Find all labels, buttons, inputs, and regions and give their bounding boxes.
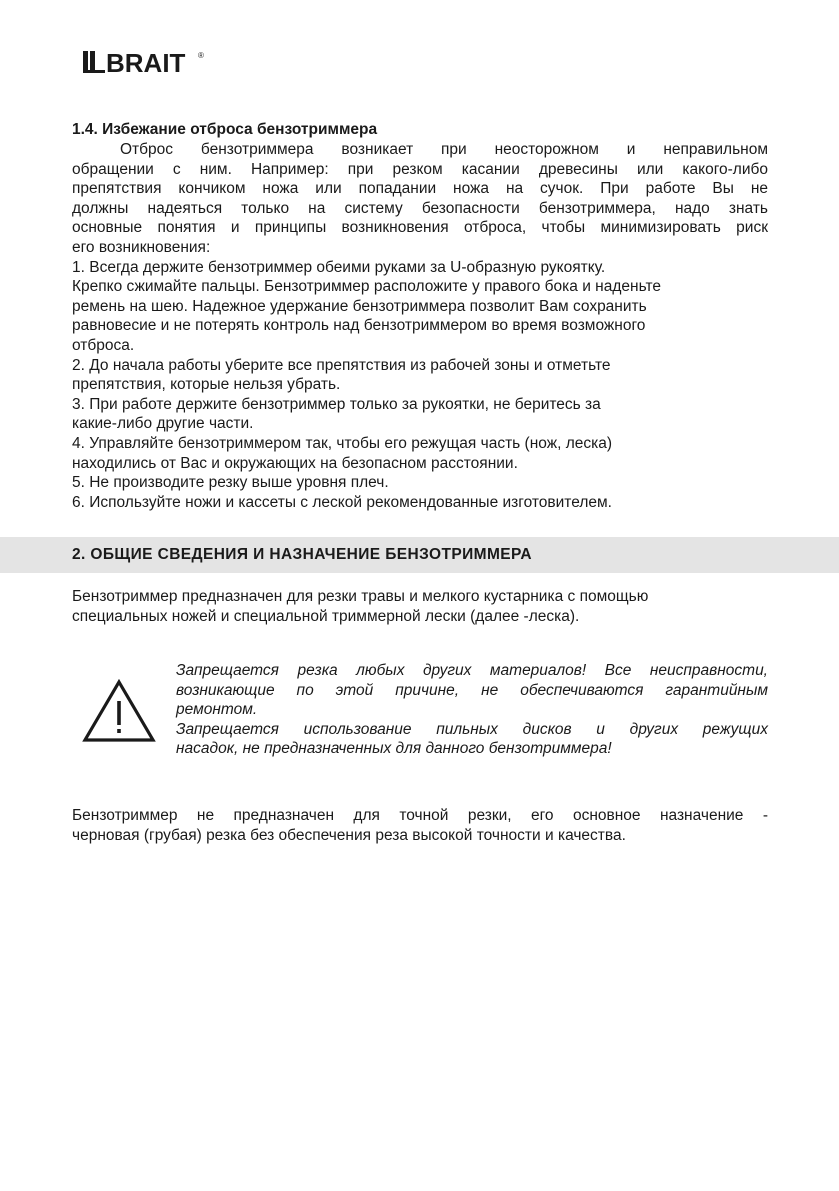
list-item-line: отброса. (72, 336, 135, 354)
warning-line: Запрещается резка любых других материалов! Все неисправности, (176, 662, 768, 679)
paragraph-line: его возникновения: (72, 238, 211, 256)
paragraph-line: должны надеяться только на систему безопасности бензотриммера, надо знать (72, 199, 768, 217)
paragraph-line: препятствия кончиком ножа или попадании ножа на сучок. При работе Вы не (72, 180, 768, 198)
warning-block (72, 661, 768, 771)
warning-line: Запрещается использование пильных дисков и других режущих (176, 720, 768, 738)
list-item-line: Крепко сжимайте пальцы. Бензотриммер расположите у правого бока и наденьте (72, 278, 661, 296)
brand-logo (83, 48, 207, 74)
warning-line: насадок, не предназначенных для данного бензотриммера! (176, 740, 612, 758)
list-item-line: препятствия, которые нельзя убрать. (72, 376, 341, 394)
list-item-line: 4. Управляйте бензотриммером так, чтобы его режущая часть (нож, леска) (72, 434, 613, 452)
list-item-line: находились от Вас и окружающих на безопасном расстоянии. (72, 454, 518, 472)
section-1-4-title: 1.4. Избежание отброса бензотриммера (72, 121, 378, 138)
list-item-line: 3. При работе держите бензотриммер только за рукоятки, не беритесь за (72, 395, 601, 413)
list-item-line: 1. Всегда держите бензотриммер обеими руками за U-образную рукоятку. (72, 258, 606, 276)
warning-text (176, 661, 768, 759)
section-2-title: 2. ОБЩИЕ СВЕДЕНИЯ И НАЗНАЧЕНИЕ БЕНЗОТРИММЕРА (72, 546, 532, 563)
paragraph-line: Бензотриммер не предназначен для точной резки, его основное назначение - (72, 807, 768, 824)
list-item-line: 2. До начала работы уберите все препятствия из рабочей зоны и отметьте (72, 356, 611, 374)
list-item-line: 5. Не производите резку выше уровня плеч. (72, 474, 389, 492)
section-1-4 (72, 120, 768, 512)
section-2-outro (72, 806, 768, 845)
logo-text: BRAIT (106, 48, 186, 74)
paragraph-line: специальных ножей и специальной триммерной лески (далее -леска). (72, 607, 580, 625)
paragraph-line: Бензотриммер предназначен для резки травы и мелкого кустарника с помощью (72, 588, 649, 605)
section-2-header-band (0, 537, 839, 573)
paragraph-line: обращении с ним. Например: при резком касании древесины или какого-либо (72, 160, 768, 178)
paragraph-line: основные понятия и принципы возникновения отброса, чтобы минимизировать риск (72, 219, 768, 237)
warning-line: ремонтом. (176, 701, 258, 719)
warning-line: возникающие по этой причине, не обеспечиваются гарантийным (176, 681, 768, 699)
list-item-line: ремень на шею. Надежное удержание бензотриммера позволит Вам сохранить (72, 297, 647, 315)
logo-registered-mark: ® (198, 51, 204, 60)
warning-triangle-icon (82, 679, 156, 743)
paragraph-line: Отброс бензотриммера возникает при неосторожном и неправильном (120, 141, 768, 158)
list-item-line: какие-либо другие части. (72, 415, 254, 433)
list-item-line: равновесие и не потерять контроль над бензотриммером во время возможного (72, 317, 646, 335)
paragraph-line: черновая (грубая) резка без обеспечения реза высокой точности и качества. (72, 826, 626, 844)
list-item-line: 6. Используйте ножи и кассеты с леской рекомендованные изготовителем. (72, 493, 612, 511)
brait-logo-mark (83, 48, 207, 74)
section-2-intro (72, 587, 768, 626)
